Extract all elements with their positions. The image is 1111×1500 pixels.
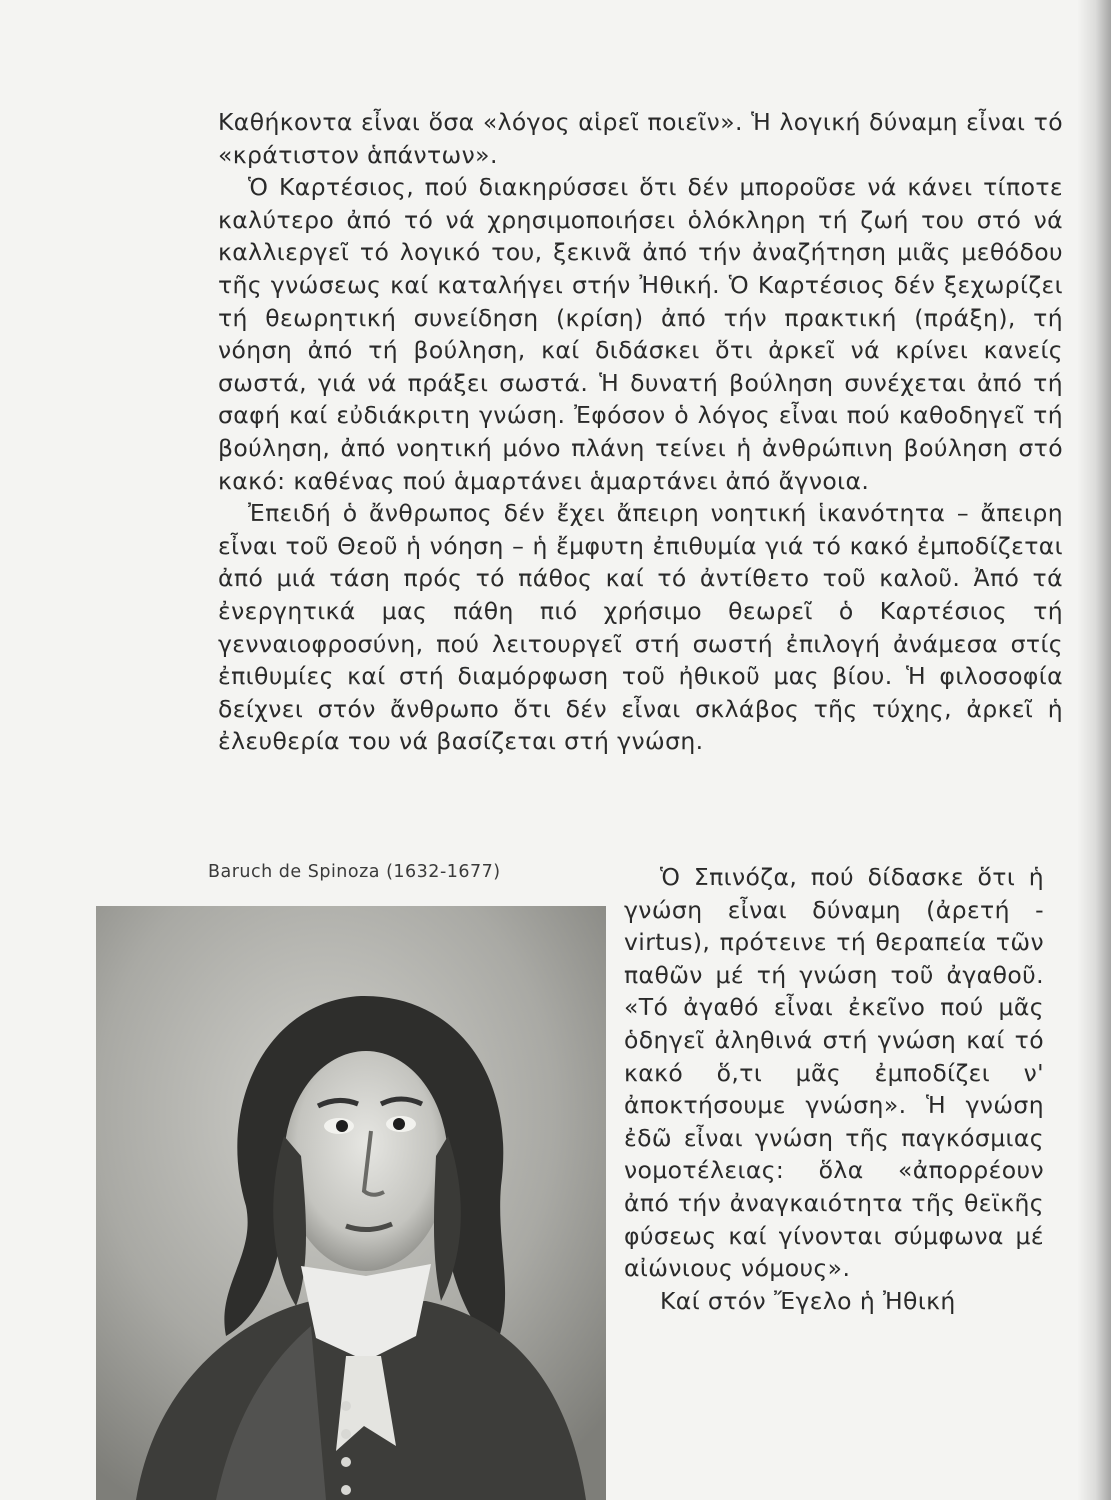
portrait-caption: Baruch de Spinoza (1632-1677) <box>208 862 501 882</box>
paragraph-hegel: Καί στόν Ἔγελο ἡ Ἠθική <box>660 1286 956 1315</box>
paragraph-descartes: Ὁ Καρτέσιος, πού διακηρύσσει ὅτι δέν μποροῦσε νά κάνει τίποτε καλύτερο ἀπό τό νά χρησιμοποιήσει ὁλόκληρη τή ζωή του στό νά καλλιεργεῖ τό λογικό του, ξεκινᾶ ἀπό τήν ἀναζήτηση μιᾶς μεθόδου τῆς γνώσεως καί καταλήγει στήν Ἠθική. Ὁ Καρτέσιος δέν ξεχωρίζει τή θεωρητική συνείδηση (κρίση) ἀπό τήν πρακτική (πράξη), τή νόηση ἀπό τή βούληση, καί διδάσκει ὅτι ἀρκεῖ νά κρίνει κανείς σωστά, γιά νά πράξει σωστά. Ἡ δυνατή βούληση συνέχεται ἀπό τή σαφή καί εὐδιάκριτη γνώση. Ἐφόσον ὁ λόγος εἶναι πού καθοδηγεῖ τή βούληση, ἀπό νοητική μόνο πλάνη τείνει ἡ ἀνθρώπινη βούληση στό κακό: καθένας πού ἁμαρτάνει ἁμαρτάνει ἀπό ἄγνοια. <box>218 173 1063 495</box>
paragraph-infinite-intellect: Ἐπειδή ὁ ἄνθρωπος δέν ἔχει ἄπειρη νοητική ἱκανότητα – ἄπειρη εἶναι τοῦ Θεοῦ ἡ νόηση – ἡ ἔμφυτη ἐπιθυμία γιά τό κακό ἐμποδίζεται ἀπό μιά τάση πρός τό πάθος καί τό ἀντίθετο τοῦ καλοῦ. Ἀπό τά ἐνεργητικά μας πάθη πιό χρήσιμο θεωρεῖ ὁ Καρτέσιος τή γενναιοφροσύνη, πού λειτουργεῖ στή σωστή ἐπιλογή ἀνάμεσα στίς ἐπιθυμίες καί στή διαμόρφωση τοῦ ἠθικοῦ μας βίου. Ἡ φιλοσοφία δείχνει στόν ἄνθρωπο ὅτι δέν εἶναι σκλάβος τῆς τύχης, ἀρκεῖ ἡ ἐλευθερία του νά βασίζεται στή γνώση. <box>218 499 1063 756</box>
page-edge-shadow <box>1077 0 1111 1500</box>
main-text-column <box>218 106 1063 758</box>
spinoza-portrait <box>96 906 606 1500</box>
side-text-column <box>624 861 1044 1317</box>
paragraph-spinoza: Ὁ Σπινόζα, πού δίδασκε ὅτι ἡ γνώση εἶναι δύναμη (ἀρετή - virtus), πρότεινε τή θεραπεία τῶν παθῶν μέ τή γνώση τοῦ ἀγαθοῦ. «Τό ἀγαθό εἶναι ἐκεῖνο πού μᾶς ὁδηγεῖ ἀληθινά στή γνώση καί τό κακό ὅ,τι μᾶς ἐμποδίζει ν' ἀποκτήσουμε γνώση». Ἡ γνώση ἐδῶ εἶναι γνώση τῆς παγκόσμιας νομοτέλειας: ὅλα «ἀπορρέουν ἀπό τήν ἀναγκαιότητα τῆς θεϊκῆς φύσεως καί γίνονται σύμφωνα μέ αἰώνιους νόμους». <box>624 863 1044 1283</box>
paragraph-duties: Καθήκοντα εἶναι ὅσα «λόγος αἱρεῖ ποιεῖν». Ἡ λογική δύναμη εἶναι τό «κράτιστον ἁπάντων». <box>218 108 1063 169</box>
